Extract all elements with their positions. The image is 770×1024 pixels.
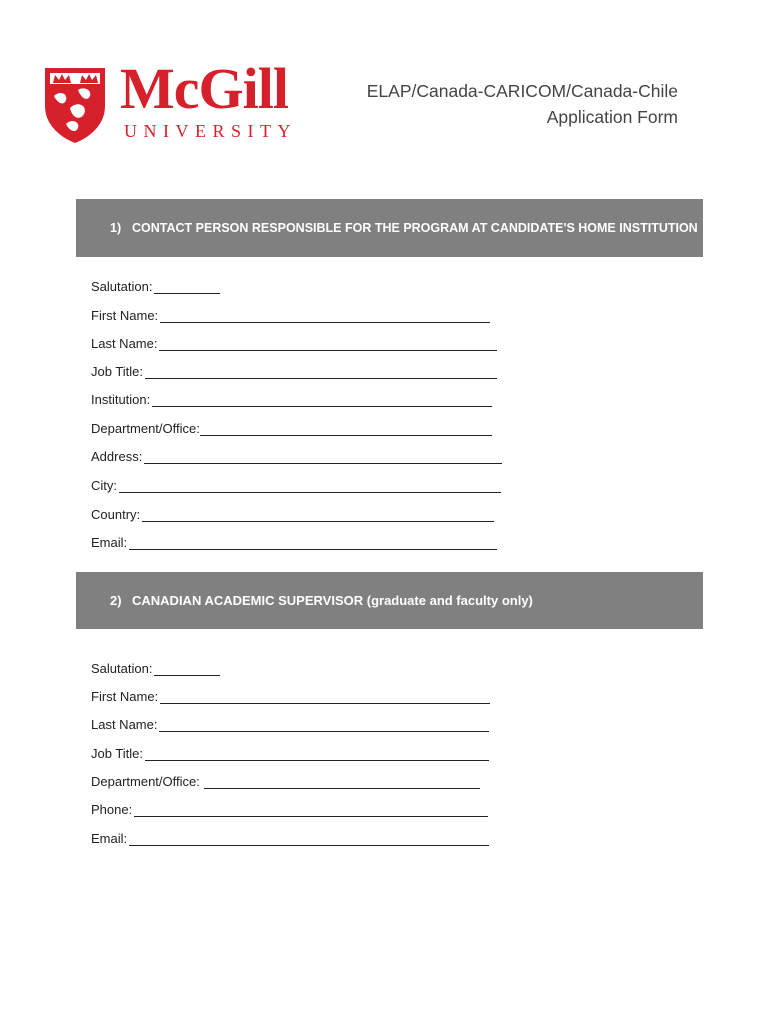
s1-first-name-label: First Name: [91,308,159,323]
s1-country-label: Country: [91,507,141,522]
s1-first-name-field[interactable] [91,305,490,323]
s2-phone-line[interactable] [134,802,488,817]
s2-email-field[interactable] [91,828,489,846]
s1-institution-line[interactable] [152,392,492,407]
mcgill-logo [44,56,324,148]
s2-salutation-field[interactable] [91,658,220,676]
s1-job-title-field[interactable] [91,361,497,379]
s1-city-line[interactable] [119,478,501,493]
s2-email-line[interactable] [129,831,489,846]
s1-job-title-label: Job Title: [91,364,144,379]
s1-institution-field[interactable] [91,389,492,407]
section1-number: 1) [110,221,122,235]
s2-department-label: Department/Office: [91,774,200,789]
s2-department-line[interactable] [204,774,480,789]
s2-last-name-line[interactable] [159,717,489,732]
logo-wordmark: McGill [120,56,288,121]
s1-job-title-line[interactable] [145,364,497,379]
s2-first-name-label: First Name: [91,689,159,704]
s1-department-label: Department/Office: [91,421,200,436]
logo-subtitle: UNIVERSITY [124,121,297,141]
s1-country-field[interactable] [91,504,494,522]
s2-job-title-label: Job Title: [91,746,144,761]
s2-salutation-line[interactable] [154,661,220,676]
section2-header [76,572,703,629]
s1-salutation-field[interactable] [91,276,220,294]
section2-title: CANADIAN ACADEMIC SUPERVISOR (graduate and faculty only) [132,593,533,608]
s2-phone-label: Phone: [91,802,133,817]
s2-first-name-field[interactable] [91,686,490,704]
s2-first-name-line[interactable] [160,689,490,704]
s1-address-line[interactable] [144,449,502,464]
shield-icon [44,66,106,144]
s1-last-name-label: Last Name: [91,336,158,351]
form-title-line2: Application Form [546,107,678,127]
s1-first-name-line[interactable] [160,308,490,323]
form-title [367,78,678,130]
s1-city-field[interactable] [91,475,501,493]
s1-city-label: City: [91,478,117,493]
s2-last-name-field[interactable] [91,714,489,732]
s1-salutation-line[interactable] [154,279,220,294]
s2-email-label: Email: [91,831,128,846]
section1-title: CONTACT PERSON RESPONSIBLE FOR THE PROGRAM AT CANDIDATE'S HOME INSTITUTION [132,221,698,235]
s2-last-name-label: Last Name: [91,717,158,732]
s1-department-line[interactable] [200,421,492,436]
s1-email-label: Email: [91,535,128,550]
s1-institution-label: Institution: [91,392,151,407]
s1-salutation-label: Salutation: [91,279,153,294]
section1-header [76,199,703,257]
section2-number: 2) [110,593,122,608]
s1-address-label: Address: [91,449,143,464]
s2-phone-field[interactable] [91,799,488,817]
s1-email-field[interactable] [91,532,497,550]
s2-salutation-label: Salutation: [91,661,153,676]
s1-address-field[interactable] [91,446,502,464]
s1-country-line[interactable] [142,507,494,522]
s1-email-line[interactable] [129,535,497,550]
s2-job-title-line[interactable] [145,746,489,761]
s2-job-title-field[interactable] [91,743,489,761]
s1-last-name-line[interactable] [159,336,497,351]
s1-last-name-field[interactable] [91,333,497,351]
s2-department-field[interactable] [91,771,480,789]
s1-department-field[interactable] [91,418,492,436]
form-title-line1: ELAP/Canada-CARICOM/Canada-Chile [366,81,678,101]
